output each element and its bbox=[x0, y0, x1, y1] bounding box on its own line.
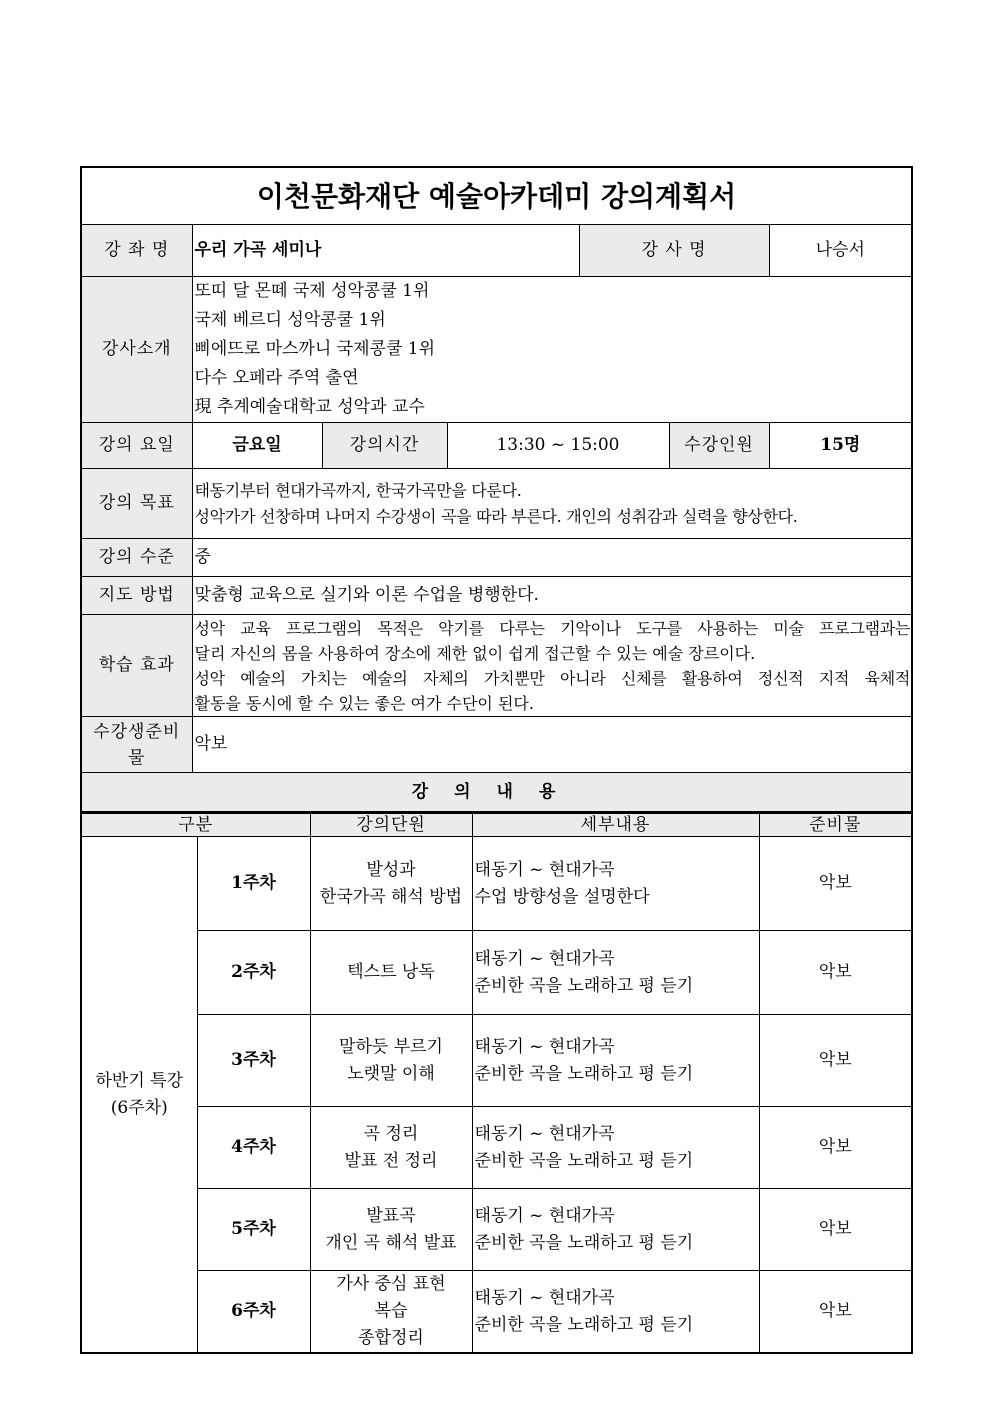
day-label: 강의 요일 bbox=[81, 423, 192, 469]
content-heading: 강의내용 bbox=[81, 773, 912, 813]
unit-line: 곡 정리 bbox=[363, 1123, 419, 1144]
detail-cell bbox=[472, 837, 759, 931]
goal-label: 강의 목표 bbox=[81, 469, 192, 539]
weekly-content-table bbox=[80, 813, 913, 1354]
bio-line: 다수 오페라 주역 출연 bbox=[194, 368, 359, 388]
instructor-label: 강 사 명 bbox=[579, 225, 769, 277]
course-name-label: 강 좌 명 bbox=[81, 225, 192, 277]
detail-cell bbox=[472, 1107, 759, 1189]
effect-text bbox=[192, 615, 912, 717]
col-header-detail: 세부내용 bbox=[472, 814, 759, 837]
category-line: (6주차) bbox=[110, 1097, 168, 1118]
unit-cell bbox=[310, 931, 472, 1015]
detail-cell bbox=[472, 1271, 759, 1354]
bio-line: 또띠 달 몬떼 국제 성악콩쿨 1위 bbox=[194, 281, 430, 301]
unit-line: 한국가곡 해석 방법 bbox=[319, 886, 463, 907]
plan-header-table bbox=[80, 166, 913, 813]
detail-line: 태동기 ~ 현대가곡 bbox=[474, 1036, 615, 1057]
document-title: 이천문화재단 예술아카데미 강의계획서 bbox=[81, 167, 912, 225]
bio-label: 강사소개 bbox=[81, 277, 192, 423]
detail-cell bbox=[472, 1015, 759, 1107]
detail-line: 준비한 곡을 노래하고 평 듣기 bbox=[474, 975, 694, 996]
prep-cell: 악보 bbox=[759, 1015, 912, 1107]
materials-label bbox=[81, 717, 192, 773]
week-label: 3주차 bbox=[197, 1015, 310, 1107]
bio-line: 現 추계예술대학교 성악과 교수 bbox=[194, 397, 425, 417]
bio-line: 삐에뜨로 마스까니 국제콩쿨 1위 bbox=[194, 339, 436, 359]
detail-line: 준비한 곡을 노래하고 평 듣기 bbox=[474, 1232, 694, 1253]
unit-line: 가사 중심 표현 bbox=[336, 1274, 446, 1294]
effect-line: 성악 교육 프로그램의 목적은 악기를 다루는 기악이나 도구를 사용하는 미술 프로그램과는 bbox=[194, 618, 911, 638]
effect-line: 달리 자신의 몸을 사용하여 장소에 제한 없이 쉽게 접근할 수 있는 예술 장르이다. bbox=[194, 643, 756, 663]
detail-line: 태동기 ~ 현대가곡 bbox=[474, 1205, 615, 1226]
detail-line: 태동기 ~ 현대가곡 bbox=[474, 1123, 615, 1144]
materials-label-line: 물 bbox=[128, 747, 146, 768]
unit-line: 노랫말 이해 bbox=[347, 1063, 435, 1084]
goal-text bbox=[192, 469, 912, 539]
prep-cell: 악보 bbox=[759, 1271, 912, 1354]
capacity-label: 수강인원 bbox=[669, 423, 769, 469]
unit-line: 텍스트 낭독 bbox=[347, 962, 435, 982]
level-label: 강의 수준 bbox=[81, 539, 192, 577]
course-name-value: 우리 가곡 세미나 bbox=[192, 225, 579, 277]
goal-line: 성악가가 선창하며 나머지 수강생이 곡을 따라 부른다. 개인의 성취감과 실력을 향상한다. bbox=[194, 506, 798, 526]
week-label: 2주차 bbox=[197, 931, 310, 1015]
detail-line: 태동기 ~ 현대가곡 bbox=[474, 859, 615, 880]
effect-label: 학습 효과 bbox=[81, 615, 192, 717]
detail-line: 준비한 곡을 노래하고 평 듣기 bbox=[474, 1063, 694, 1084]
bio-line: 국제 베르디 성악콩쿨 1위 bbox=[194, 310, 386, 330]
goal-line: 태동기부터 현대가곡까지, 한국가곡만을 다룬다. bbox=[194, 480, 522, 500]
week-label: 6주차 bbox=[197, 1271, 310, 1354]
time-label: 강의시간 bbox=[322, 423, 447, 469]
instructor-bio bbox=[192, 277, 912, 423]
week-label: 4주차 bbox=[197, 1107, 310, 1189]
category-cell bbox=[81, 837, 197, 1354]
detail-line: 준비한 곡을 노래하고 평 듣기 bbox=[474, 1150, 694, 1171]
effect-line: 성악 예술의 가치는 예술의 자체의 가치뿐만 아니라 신체를 활용하여 정신적 지적 육체적 bbox=[194, 668, 911, 688]
instructor-name: 나승서 bbox=[769, 225, 912, 277]
day-value: 금요일 bbox=[192, 423, 322, 469]
unit-line: 복습 bbox=[374, 1301, 408, 1321]
unit-line: 발성과 bbox=[366, 859, 416, 880]
prep-cell: 악보 bbox=[759, 837, 912, 931]
unit-line: 발표 전 정리 bbox=[344, 1150, 438, 1171]
method-label: 지도 방법 bbox=[81, 577, 192, 615]
detail-line: 수업 방향성을 설명한다 bbox=[474, 886, 650, 907]
level-value: 중 bbox=[192, 539, 912, 577]
unit-line: 개인 곡 해석 발표 bbox=[325, 1232, 457, 1253]
materials-label-line: 수강생준비 bbox=[93, 721, 181, 742]
unit-cell bbox=[310, 1189, 472, 1271]
detail-line: 태동기 ~ 현대가곡 bbox=[474, 948, 615, 969]
unit-cell bbox=[310, 837, 472, 931]
week-label: 1주차 bbox=[197, 837, 310, 931]
detail-cell bbox=[472, 1189, 759, 1271]
detail-line: 준비한 곡을 노래하고 평 듣기 bbox=[474, 1314, 694, 1335]
category-line: 하반기 특강 bbox=[95, 1070, 183, 1091]
unit-cell bbox=[310, 1271, 472, 1354]
week-label: 5주차 bbox=[197, 1189, 310, 1271]
method-value: 맞춤형 교육으로 실기와 이론 수업을 병행한다. bbox=[192, 577, 912, 615]
col-header-prep: 준비물 bbox=[759, 814, 912, 837]
prep-cell: 악보 bbox=[759, 1189, 912, 1271]
effect-line: 활동을 동시에 할 수 있는 좋은 여가 수단이 된다. bbox=[194, 693, 534, 713]
detail-cell bbox=[472, 931, 759, 1015]
lecture-plan-document bbox=[80, 166, 911, 1354]
unit-cell bbox=[310, 1015, 472, 1107]
prep-cell: 악보 bbox=[759, 1107, 912, 1189]
capacity-value: 15명 bbox=[769, 423, 912, 469]
unit-line: 말하듯 부르기 bbox=[339, 1036, 443, 1057]
unit-cell bbox=[310, 1107, 472, 1189]
col-header-unit: 강의단원 bbox=[310, 814, 472, 837]
unit-line: 종합정리 bbox=[358, 1328, 424, 1348]
materials-value: 악보 bbox=[192, 717, 912, 773]
time-value: 13:30 ~ 15:00 bbox=[447, 423, 669, 469]
prep-cell: 악보 bbox=[759, 931, 912, 1015]
col-header-category: 구분 bbox=[81, 814, 310, 837]
unit-line: 발표곡 bbox=[366, 1205, 416, 1226]
detail-line: 태동기 ~ 현대가곡 bbox=[474, 1287, 615, 1308]
